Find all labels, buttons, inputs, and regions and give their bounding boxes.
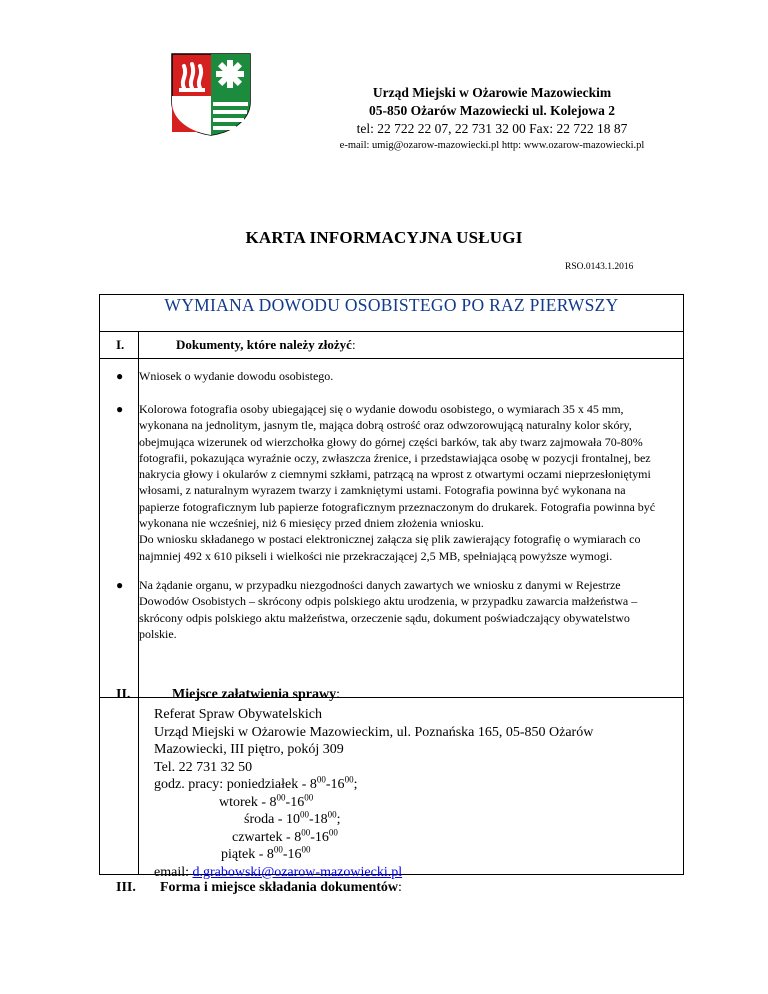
bullet-icon: ● xyxy=(116,402,124,416)
address-line: Urząd Miejski w Ożarowie Mazowieckim, ul. Poznańska 165, 05-850 Ożarów xyxy=(154,724,594,740)
hours-row: godz. pracy: poniedziałek - $8^{00}-16^{00}$; xyxy=(154,774,358,792)
service-title: WYMIANA DOWODU OSOBISTEGO PO RAZ PIERWSZY xyxy=(164,295,619,315)
section-number: III. xyxy=(116,880,136,895)
bullet-icon: ● xyxy=(116,369,124,383)
office-email-web: e-mail: umig@ozarow-mazowiecki.pl http: www.ozarow-mazowiecki.pl xyxy=(339,140,645,151)
section-number: II. xyxy=(116,687,131,702)
department: Referat Spraw Obywatelskich xyxy=(154,707,322,722)
hours-row: wtorek - $8^{00}-16^{00}$ xyxy=(219,791,314,810)
section-heading: Miejsce załatwienia sprawy: xyxy=(172,687,340,702)
bullet-icon: ● xyxy=(116,578,124,592)
office-details xyxy=(154,706,674,881)
office-name: Urząd Miejski w Ożarowie Mazowieckim xyxy=(372,85,612,100)
letterhead xyxy=(262,84,722,153)
document-title: KARTA INFORMACYJNA USŁUGI xyxy=(245,228,523,247)
list-item: Na żądanie organu, w przypadku niezgodności danych zawartych we wniosku z danymi w Rejestrze Dowodów Osobistych – skrócony odpis polskiego aktu urodzenia, w przypadku zawarcia małżeństwa – skrócony odpis polskiego aktu małżeństwa, orzeczenie sądu, dokument poświadczający obywatelstwo polskie. xyxy=(139,578,638,641)
table-divider xyxy=(99,358,684,359)
hours-row: środa - $10^{00}-18^{00}$; xyxy=(244,809,341,827)
hours-row: piątek - $8^{00}-16^{00}$ xyxy=(221,844,311,862)
document-reference: RSO.0143.1.2016 xyxy=(565,262,634,272)
municipality-crest xyxy=(170,52,252,136)
phone: Tel. 22 731 32 50 xyxy=(154,759,253,775)
office-address: 05-850 Ożarów Mazowiecki ul. Kolejowa 2 xyxy=(369,103,615,118)
section-number: I. xyxy=(116,337,125,352)
email-row: email: d.grabowski@ozarow-mazowiecki.pl xyxy=(154,864,403,880)
list-item: Kolorowa fotografia osoby ubiegającej się o wydanie dowodu osobistego, o wymiarach 35 x 45 mm, wykonana na jednolitym, jasnym tle, mająca dobrą ostrość oraz odwzorowującą naturalny kolor skóry, obejmująca wizerunek od wierzchołka głowy do górnej części barków, tak aby twarz zajmowała 70-80% fotografii, pokazująca wyraźnie oczy, zwłaszcza źrenice, i przedstawiająca osobę w pozycji frontalnej, bez nakrycia głowy i okularów z ciemnymi szkłami, patrzącą na wprost z otwartymi oczami nieprzesłoniętymi włosami, z naturalnym wyrazem twarzy i zamkniętymi ustami. Fotografia powinna być wykonana na papierze fotograficznym lub papierze fotograficznym przeznaczonym do drukarek. Fotografia powinna być wykonana nie wcześniej, niż 6 miesięcy przed dniem złożenia wniosku. Do wniosku składanego w postaci elektronicznej załącza się plik zawierający fotografię o wymiarach co najmniej 492 x 610 pikseli i wielkości nie przekraczającej 2,5 MB, spełniającą powyższe wymogi. xyxy=(139,402,656,563)
email-link[interactable]: d.grabowski@ozarow-mazowiecki.pl xyxy=(192,864,403,880)
list-item: Wniosek o wydanie dowodu osobistego. xyxy=(139,369,334,383)
section-heading: Forma i miejsce składania dokumentów: xyxy=(160,880,402,895)
office-phones: tel: 22 722 22 07, 22 731 32 00 Fax: 22 722 18 87 xyxy=(356,121,628,136)
table-divider xyxy=(99,331,684,332)
address-line: Mazowiecki, III piętro, pokój 309 xyxy=(154,742,344,757)
section-heading: Dokumenty, które należy złożyć: xyxy=(176,337,356,352)
hours-row: czwartek - $8^{00}-16^{00}$ xyxy=(232,826,338,845)
